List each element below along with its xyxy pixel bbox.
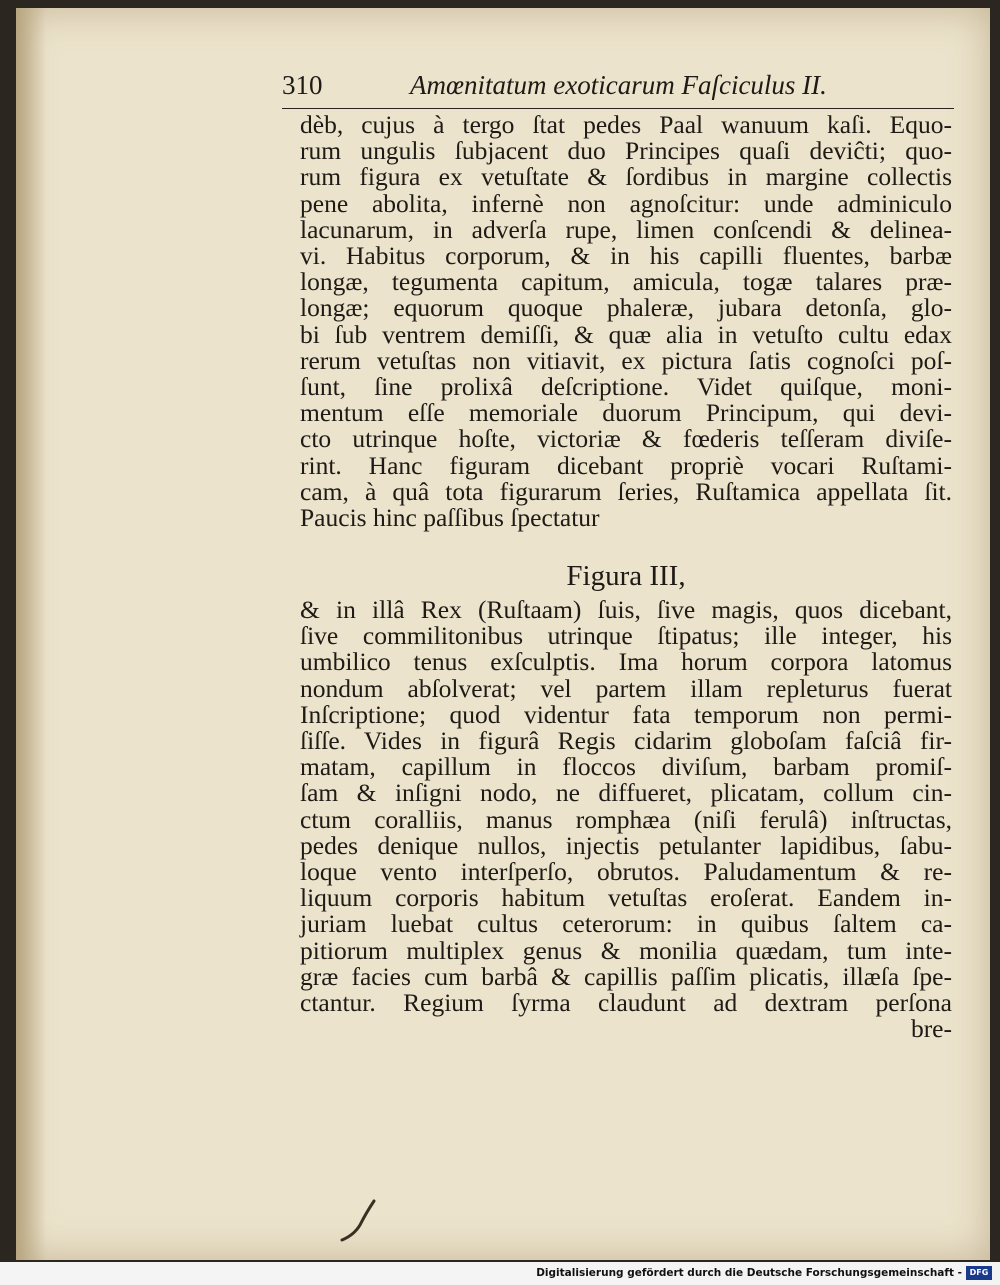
section-heading: Figura III, [566,560,686,592]
text-line: juriam luebat cultus ceterorum: in quibus ſaltem ca- [300,909,952,939]
text-line: ſiſſe. Vides in figurâ Regis cidarim globoſam faſciâ fir- [300,726,952,756]
text-line: rum figura ex vetuſtate & ſordibus in margine collectis [300,162,952,192]
text-line: cam, à quâ tota figurarum ſeries, Ruſtamica appellata ſit. [300,476,952,506]
paragraph-2 [300,597,952,1042]
text-line: ſunt, ſine prolixâ deſcriptione. Videt quiſque, moni- [300,372,952,402]
page-gutter-shadow [16,8,46,1260]
text-line: umbilico tenus exſculptis. Ima horum corpora latomus [300,647,952,677]
text-line: ſive commilitonibus utrinque ſtipatus; ille integer, his [300,621,952,651]
text-line: rum ungulis ſubjacent duo Principes quaſi deviĉti; quo- [300,136,952,166]
text-line: rerum vetuſtas non vitiavit, ex pictura ſatis cognoſci poſ- [300,345,952,375]
text-line: loque vento interſperſo, obrutos. Paludamentum & re- [300,857,952,887]
text-line: mentum eſſe memoriale duorum Principum, qui devi- [300,398,952,428]
text-line: liquum corporis habitum vetuſtas eroſerat. Eandem in- [300,883,952,913]
text-line: bi ſub ventrem demiſſi, & quæ alia in vetuſto cultu edax [300,319,952,349]
text-line: græ facies cum barbâ & capillis paſſim plicatis, illæſa ſpe- [300,961,952,991]
text-line: pene abolita, infernè non agnoſcitur: unde adminiculo [300,188,952,218]
header-rule [282,108,954,109]
paragraph-1 [300,112,952,531]
text-line: matam, capillum in floccos diviſum, barbam promiſ- [300,752,952,782]
catchword: bre- [910,1014,952,1044]
text-line: longæ, tegumenta capitum, amicula, togæ talares præ- [300,267,952,297]
text-line: dèb, cujus à tergo ſtat pedes Paal wanuum kaſi. Equo- [300,110,952,139]
text-line: ctantur. Regium ſyrma claudunt ad dextram perſona [300,988,952,1018]
running-header [282,70,954,106]
text-line: longæ; equorum quoque phaleræ, jubara detonſa, glo- [300,293,952,323]
dfg-logo: DFG [966,1266,992,1280]
text-line: lacunarum, in adverſa rupe, limen conſcendi & delinea- [300,214,952,244]
text-line: pedes denique nullos, injectis petulanter lapidibus, ſabu- [300,830,952,860]
digitization-footer [0,1262,1000,1285]
page-number: 310 [282,70,323,100]
ink-flourish-mark [340,1195,380,1245]
text-line: ſam & inſigni nodo, ne diffueret, plicatam, collum cin- [300,778,952,808]
running-title: Amœnitatum exoticarum Faſciculus II. [410,70,827,100]
text-line: cto utrinque hoſte, victoriæ & fœderis teſſeram diviſe- [300,424,952,454]
text-line: Paucis hinc paſſibus ſpectatur [300,503,600,533]
funding-notice: Digitalisierung gefördert durch die Deutsche Forschungsgemeinschaft - [536,1267,962,1279]
text-line: rint. Hanc figuram dicebant propriè vocari Ruſtami- [300,450,952,480]
text-line: nondum abſolverat; vel partem illam repleturus fuerat [300,673,952,703]
text-line: pitiorum multiplex genus & monilia quædam, tum inte- [300,935,952,965]
text-line: vi. Habitus corporum, & in his capilli fluentes, barbæ [300,241,952,271]
text-line: & in illâ Rex (Ruſtaam) ſuis, ſive magis, quos dicebant, [300,595,952,624]
text-line: Inſcriptione; quod videntur fata temporum non permi- [300,699,952,729]
text-line: ctum coralliis, manus romphæa (niſi ferulâ) inſtructas, [300,804,952,834]
